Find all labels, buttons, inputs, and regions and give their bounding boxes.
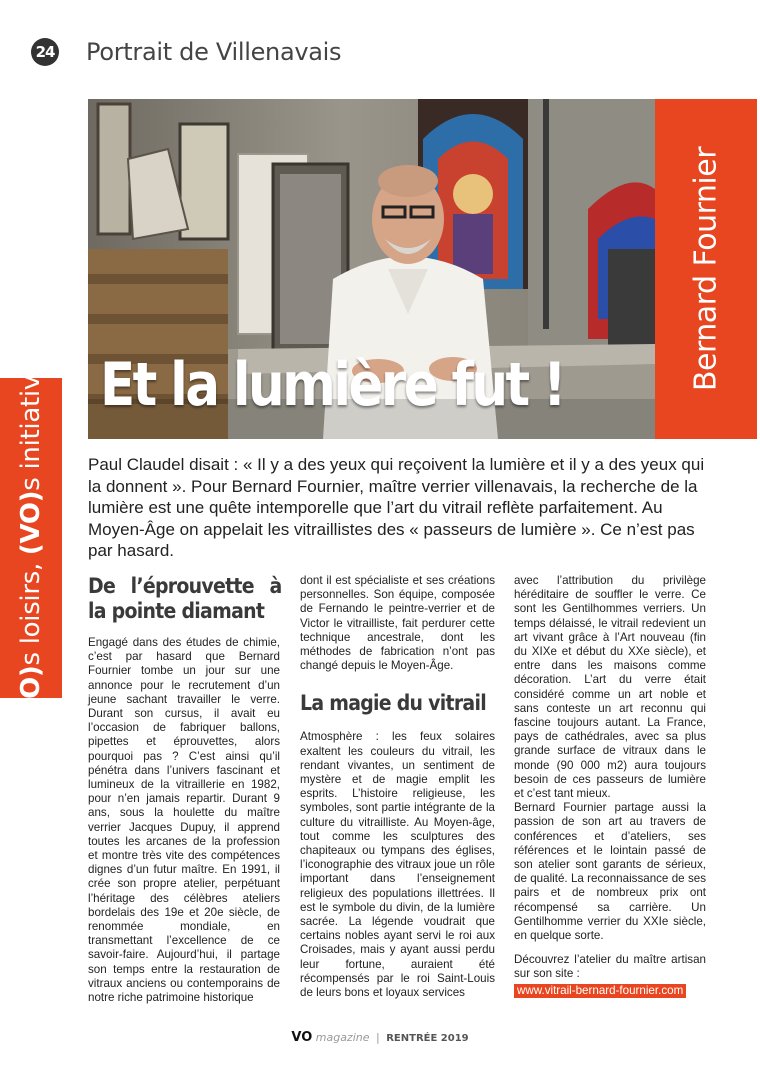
column-3-text-2: Bernard Fournier partage aussi la passion de son art au travers de conférences et d’ateliers, ses références et le lointain passé de son atelier sont garants de sérieux, de qualité. La reconnaissance de ses pairs et de nombreux prix ont récompensé sa carrière. Un Gentilhomme verrier du XXIe siècle, en quelque sorte. (514, 801, 706, 943)
column-3 (514, 574, 706, 998)
column-2-text: dont il est spécialiste et ses créations personnelles. Son équipe, composée de Fernando le peintre-verrier et de Victor le vitrailliste, fait perdurer cette technique ancestrale, dont les méthodes de fabrication n’ont pas changé depuis le Moyen-Âge. (300, 574, 495, 673)
page-number: 24 (31, 38, 59, 66)
footer-logo: VO (291, 1030, 313, 1045)
headline: Et la lumière fut ! (100, 350, 564, 420)
section-title: Portrait de Villenavais (86, 38, 342, 66)
column-2 (300, 574, 495, 1000)
footer-magazine: magazine (315, 1031, 370, 1044)
website-link[interactable]: www.vitrail-bernard-fournier.com (514, 984, 686, 998)
footer-edition: RENTRÉE 2019 (386, 1033, 469, 1044)
side-band-label: (VO)s loisirs, (VO)s initiatives (16, 346, 46, 730)
intro-paragraph: Paul Claudel disait : « Il y a des yeux qui reçoivent la lumière et il y a des yeux qui la donnent ». Pour Bernard Fournier, maître verrier villenavais, la recherche de la lumière est une quête intemporelle que l’art du vitrail reflète parfaitement. Au Moyen-Âge on appelait les vitraillistes des « passeurs de lumière ». Ce n’est pas par hasard. (88, 455, 705, 560)
footer (0, 1030, 760, 1045)
name-band (655, 99, 757, 439)
column-3-text: avec l’attribution du privilège héréditaire de souffler le verre. Ce sont les Gentilhommes verriers. Un temps délaissé, le vitrail redevient un art vivant grâce à l’Art nouveau (fin du XIXe et début du XXe siècle), et entre dans les maisons comme décoration. L’art du verre était considéré comme un art noble et sans conteste un art reconnu qui fascine toujours autant. La France, pays de cathédrales, avec sa plus grande surface de vitraux dans le monde (90 000 m2) aura toujours besoin de ces passeurs de lumière et c’est tant mieux. (514, 574, 706, 801)
column-1-text: Engagé dans des études de chimie, c’est par hasard que Bernard Fournier tombe un jour sur une annonce pour le recrutement d’un jeune sachant travailler le verre. Durant son cursus, il avait eu l’occasion de fabriquer ballons, pipettes et éprouvettes, alors pourquoi pas ? C’est ainsi qu’il pénétra dans l’univers fascinant et lumineux de la vitraillerie en 1982, pour n’en jamais repartir. Durant 9 ans, sous la houlette du maître verrier Jacques Dupuy, il apprend toutes les arcanes de la profession et montre très vite des compétences dignes d’un futur maître. En 1991, il crée son propre atelier, perpétuant l’héritage des célèbres ateliers bordelais des 19e et 20e siècle, de renommée mondiale, en transmettant l’excellence de ce savoir-faire. Aujourd’hui, il partage son temps entre la restauration de vitraux anciens ou contemporains de notre riche patrimoine historique (88, 636, 280, 1005)
column-1 (88, 574, 280, 1005)
column-3-text-3: Découvrez l’atelier du maître artisan sur son site : (514, 953, 706, 981)
side-band (0, 346, 62, 730)
subheading-2: La magie du vitrail (300, 691, 486, 716)
subheading-1: De l’éprouvette à la pointe diamant (88, 574, 282, 623)
subject-name: Bernard Fournier (688, 146, 724, 392)
footer-separator: | (376, 1031, 380, 1044)
column-2-text-2: Atmosphère : les feux solaires exaltent les couleurs du vitrail, les rendant vivantes, un sentiment de mystère et de magie emplit les esprits. L’histoire religieuse, les symboles, sont partie intégrante de la culture du vitrailliste. Au Moyen-âge, tout comme les sculptures des chapiteaux ou tympans des églises, l’iconographie des vitraux joue un rôle important dans l’enseignement religieux des populations illettrées. Il est le symbole du divin, de la lumière sacrée. La légende voudrait que certains nobles ayant servi le roi aux Croisades, mais y ayant aussi perdu leur fortune, auraient été récompensés par le roi Saint-Louis de leurs bons et loyaux services (300, 730, 495, 1000)
